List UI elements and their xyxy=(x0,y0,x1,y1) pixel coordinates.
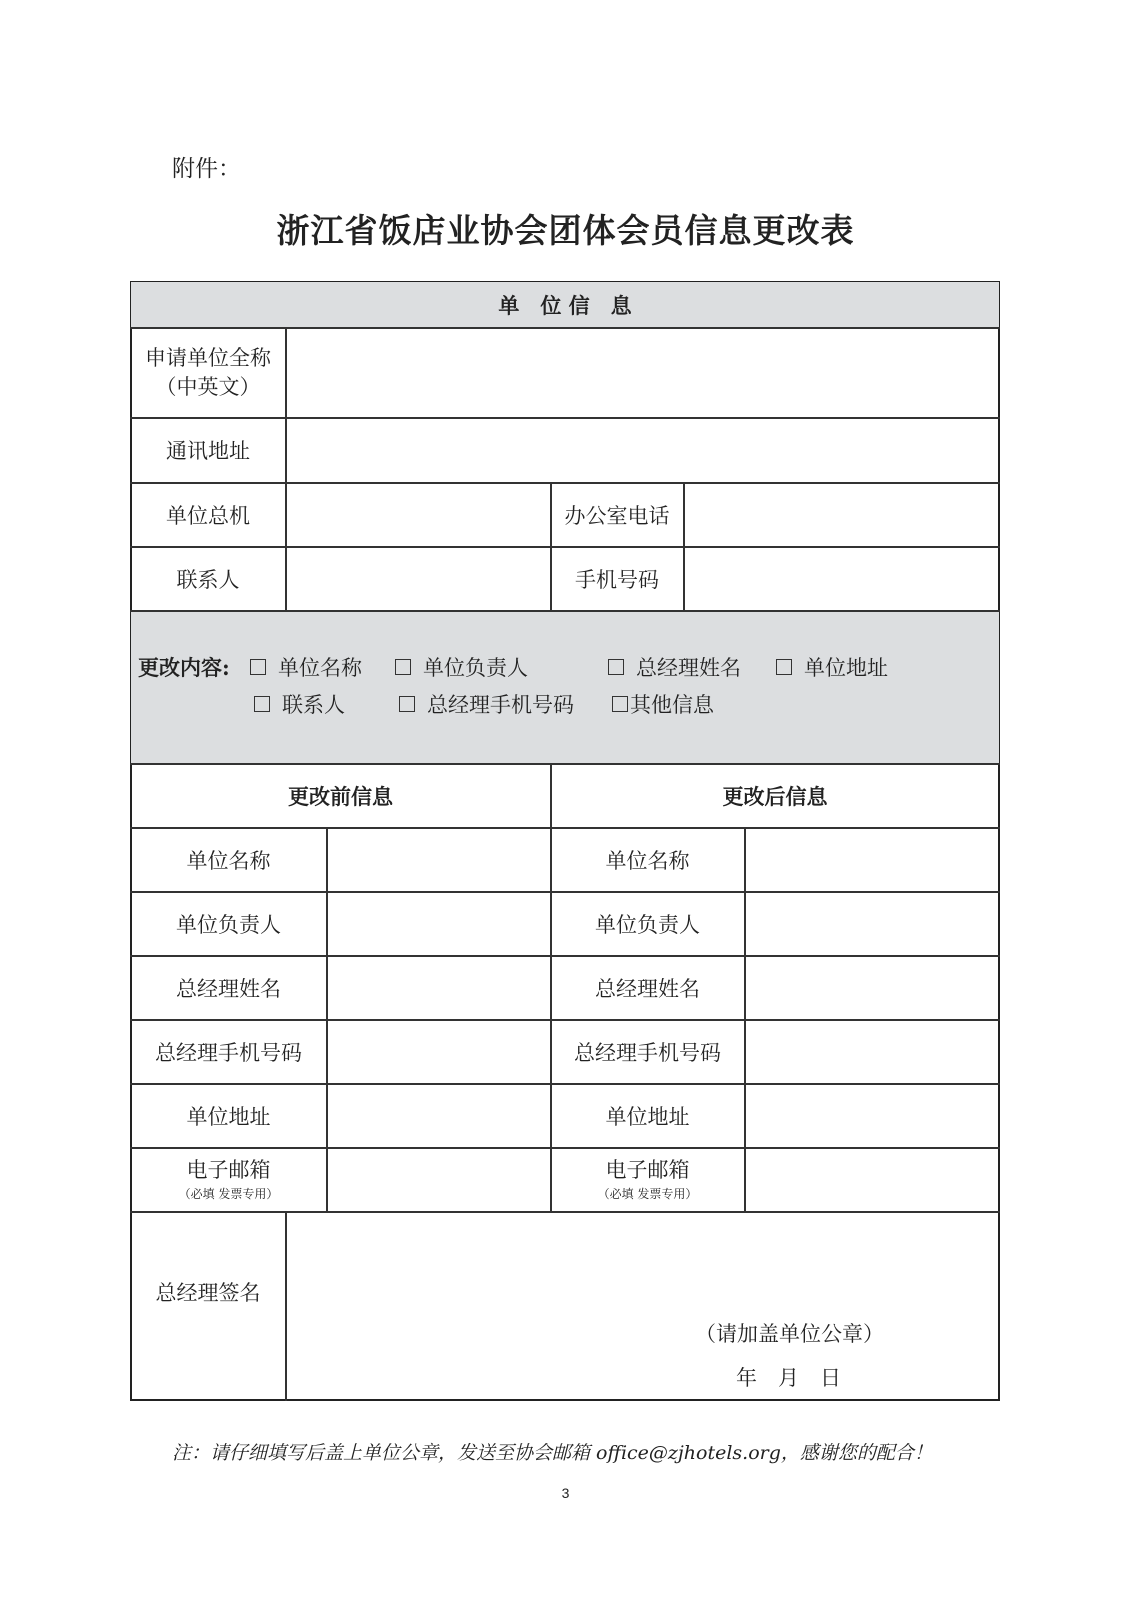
change-option-unit-address[interactable]: 单位地址 xyxy=(776,652,888,682)
before-unit-leader-field[interactable] xyxy=(328,892,550,955)
checkbox-icon[interactable] xyxy=(250,659,266,675)
checkbox-icon[interactable] xyxy=(254,696,270,712)
form-title: 浙江省饭店业协会团体会员信息更改表 xyxy=(276,211,855,250)
after-unit-address-label: 单位地址 xyxy=(605,1104,690,1129)
before-gm-mobile-field[interactable] xyxy=(328,1020,550,1083)
after-email-label: 电子邮箱 （必填 发票专用） xyxy=(597,1158,698,1201)
before-unit-name-label: 单位名称 xyxy=(186,848,271,873)
date-line: 年 月 日 xyxy=(736,1366,841,1390)
checkbox-icon[interactable] xyxy=(776,659,792,675)
gm-signature-label: 总经理签名 xyxy=(155,1281,261,1305)
contact-label: 联系人 xyxy=(176,567,240,592)
change-option-unit-name[interactable]: 单位名称 xyxy=(250,652,362,682)
after-unit-address-field[interactable] xyxy=(746,1084,999,1147)
mobile-field[interactable] xyxy=(685,547,999,610)
before-email-label: 电子邮箱 （必填 发票专用） xyxy=(178,1158,279,1201)
attachment-label: 附件： xyxy=(172,156,241,182)
after-gm-name-field[interactable] xyxy=(746,956,999,1019)
after-gm-mobile-label: 总经理手机号码 xyxy=(574,1040,721,1065)
stamp-note: （请加盖单位公章） xyxy=(695,1322,884,1346)
before-unit-address-field[interactable] xyxy=(328,1084,550,1147)
contact-field[interactable] xyxy=(287,547,550,610)
after-unit-name-field[interactable] xyxy=(746,828,999,891)
before-unit-name-field[interactable] xyxy=(328,828,550,891)
checkbox-icon[interactable] xyxy=(612,696,628,712)
before-gm-name-field[interactable] xyxy=(328,956,550,1019)
switchboard-label: 单位总机 xyxy=(166,503,250,528)
after-email-note: （必填 发票专用） xyxy=(597,1187,698,1201)
after-gm-mobile-field[interactable] xyxy=(746,1020,999,1083)
checkbox-icon[interactable] xyxy=(395,659,411,675)
change-option-unit-leader[interactable]: 单位负责人 xyxy=(395,652,528,682)
full-name-label-line1: 申请单位全称 xyxy=(145,345,271,370)
after-header: 更改后信息 xyxy=(722,783,828,809)
address-field[interactable] xyxy=(287,418,999,482)
before-unit-address-label: 单位地址 xyxy=(186,1104,271,1129)
footer-note: 注：请仔细填写后盖上单位公章，发送至协会邮箱 office@zjhotels.org，感谢您的配合！ xyxy=(172,1442,933,1464)
checkbox-icon[interactable] xyxy=(399,696,415,712)
change-option-other[interactable]: 其他信息 xyxy=(612,689,714,719)
before-gm-name-label: 总经理姓名 xyxy=(176,976,281,1001)
after-email-field[interactable] xyxy=(746,1148,999,1211)
before-email-note: （必填 发票专用） xyxy=(178,1187,279,1201)
mobile-label: 手机号码 xyxy=(575,567,659,592)
full-name-field[interactable] xyxy=(287,328,999,417)
change-option-gm-mobile[interactable]: 总经理手机号码 xyxy=(399,689,574,719)
unit-section-header: 单 位 信 息 xyxy=(498,292,632,318)
change-content-label: 更改内容: xyxy=(138,655,230,680)
change-section-bg xyxy=(131,611,999,763)
before-email-field[interactable] xyxy=(328,1148,550,1211)
change-option-contact[interactable]: 联系人 xyxy=(254,689,345,719)
after-unit-name-label: 单位名称 xyxy=(605,848,690,873)
after-unit-leader-label: 单位负责人 xyxy=(595,912,700,937)
full-name-label-line2: （中英文） xyxy=(155,374,261,399)
before-unit-leader-label: 单位负责人 xyxy=(176,912,281,937)
office-phone-label: 办公室电话 xyxy=(564,503,670,528)
switchboard-field[interactable] xyxy=(287,483,550,546)
gm-signature-field[interactable] xyxy=(287,1212,999,1400)
address-label: 通讯地址 xyxy=(166,439,250,463)
full-name-label xyxy=(131,328,285,417)
checkbox-icon[interactable] xyxy=(608,659,624,675)
after-unit-leader-field[interactable] xyxy=(746,892,999,955)
before-gm-mobile-label: 总经理手机号码 xyxy=(155,1040,302,1065)
after-gm-name-label: 总经理姓名 xyxy=(595,976,700,1001)
before-header: 更改前信息 xyxy=(288,783,393,809)
office-phone-field[interactable] xyxy=(685,483,999,546)
page-number: 3 xyxy=(561,1485,570,1501)
change-option-gm-name[interactable]: 总经理姓名 xyxy=(608,652,741,682)
